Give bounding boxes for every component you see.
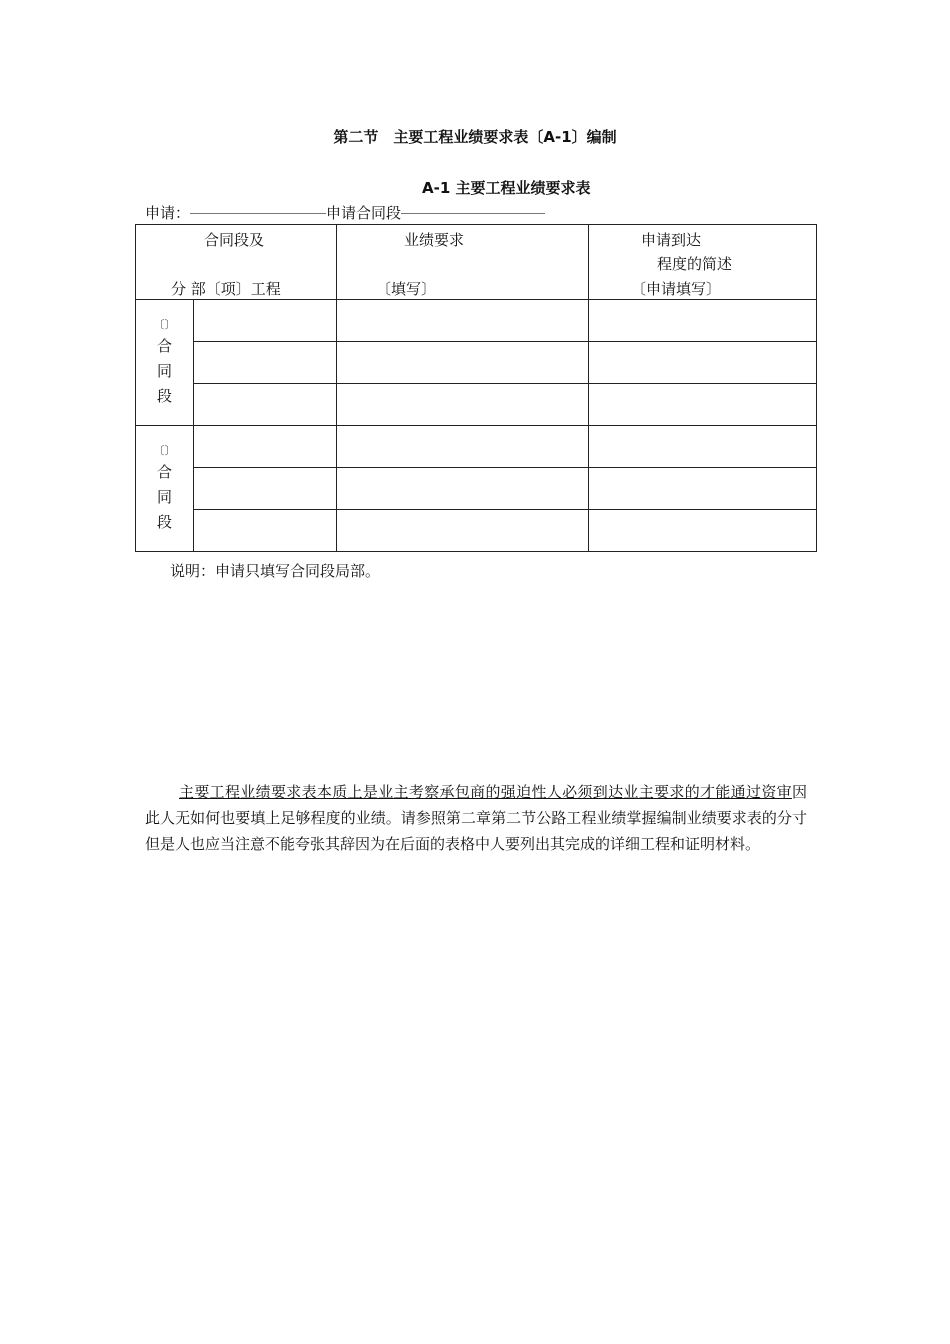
header-requirement-line1: 业绩要求: [404, 231, 465, 249]
table-header-row: [136, 225, 817, 300]
table-cell[interactable]: [337, 384, 589, 426]
table-cell[interactable]: [589, 384, 817, 426]
table-row: [136, 384, 817, 426]
segment-char: 同: [156, 362, 172, 380]
header-description-line2: 程度的简述: [657, 255, 733, 273]
contract-section-blank[interactable]: [401, 203, 545, 214]
table-cell[interactable]: [337, 426, 589, 468]
segment-char: 段: [156, 387, 172, 405]
segment-char: 段: [156, 513, 172, 531]
header-section-line1: 合同段及: [204, 231, 265, 249]
header-description-line3: 〔申请填写〕: [631, 280, 722, 298]
table-cell[interactable]: [337, 468, 589, 510]
table-row: [136, 300, 817, 342]
table-cell[interactable]: [337, 510, 589, 552]
body-paragraph: [145, 779, 807, 857]
applicant-label: 申请：: [145, 204, 191, 222]
header-description-line1: 申请到达: [641, 231, 702, 249]
table-cell[interactable]: [194, 300, 337, 342]
segment-char: 同: [156, 488, 172, 506]
segment-bracket: 〔〕: [153, 318, 176, 331]
table-note: 说明：申请只填写合同段局部。: [170, 562, 381, 580]
table-row: [136, 468, 817, 510]
table-row: [136, 426, 817, 468]
table-cell[interactable]: [589, 426, 817, 468]
segment-bracket: 〔〕: [153, 444, 176, 457]
paragraph-rest-text: 因此人无如何也要填上足够程度的业绩。请参照第二章第二节公路工程业绩掌握编制业绩要求表的分寸但是人也应当注意不能夸张其辞因为在后面的表格中人要列出其完成的详细工程和证明材料。: [145, 783, 807, 853]
table-row: [136, 510, 817, 552]
table-cell[interactable]: [194, 384, 337, 426]
table-cell[interactable]: [194, 342, 337, 384]
applicant-blank[interactable]: [190, 203, 326, 214]
contract-section-label: 申请合同段: [326, 204, 402, 222]
section-title: 第二节 主要工程业绩要求表〔A-1〕编制: [333, 128, 617, 146]
table-cell[interactable]: [589, 468, 817, 510]
table-row: [136, 342, 817, 384]
header-cell-requirement: [337, 225, 589, 300]
table-cell[interactable]: [589, 342, 817, 384]
table-cell[interactable]: [589, 300, 817, 342]
table-cell[interactable]: [337, 342, 589, 384]
header-cell-section: [136, 225, 337, 300]
table-title: A-1 主要工程业绩要求表: [422, 179, 591, 197]
apply-line: [145, 202, 545, 223]
table-cell[interactable]: [194, 468, 337, 510]
header-cell-description: [589, 225, 817, 300]
segment-char: 合: [156, 337, 172, 355]
table-cell[interactable]: [337, 300, 589, 342]
performance-table: [135, 224, 817, 552]
header-requirement-line2: 〔填写〕: [376, 280, 437, 298]
table-cell[interactable]: [589, 510, 817, 552]
segment-char: 合: [156, 463, 172, 481]
table-cell[interactable]: [194, 426, 337, 468]
header-section-line2: 分 部〔项〕工程: [171, 280, 281, 298]
paragraph-underlined-text: 主要工程业绩要求表本质上是业主考察承包商的强迫性人必须到达业主要求的才能通过资审: [179, 783, 792, 801]
segment-label-2: [136, 426, 194, 552]
table-cell[interactable]: [194, 510, 337, 552]
segment-label-1: [136, 300, 194, 426]
